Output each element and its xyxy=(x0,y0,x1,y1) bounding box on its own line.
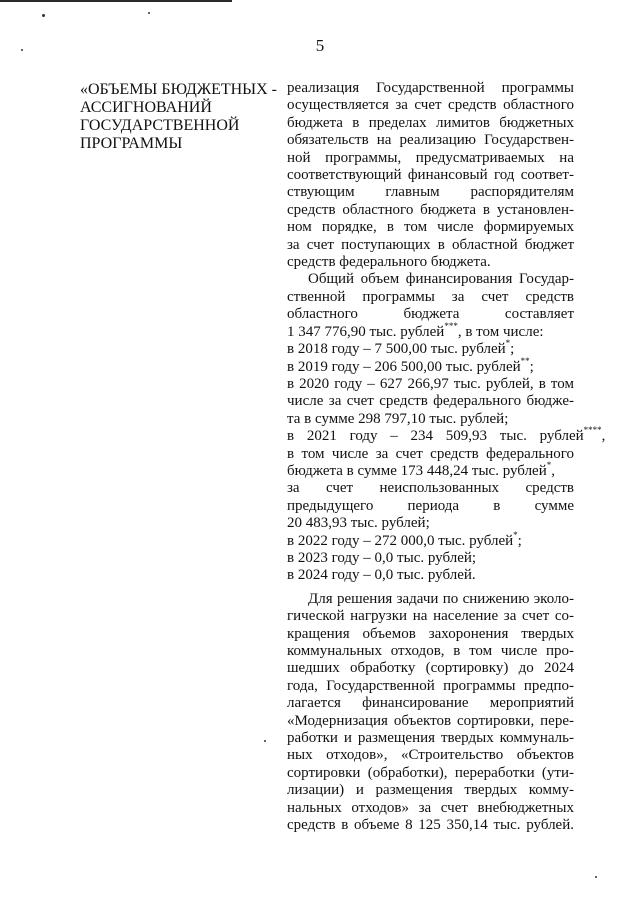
text-fragment: ; xyxy=(529,358,534,375)
scan-speck xyxy=(595,876,597,878)
text-line: числе за счет средств федерального бюдже- xyxy=(287,393,574,410)
text-fragment: ; xyxy=(510,341,515,358)
funding-2018-line xyxy=(287,338,574,358)
footnote-mark: * xyxy=(505,338,511,349)
text-line: областного бюджета составляет xyxy=(287,306,574,323)
page-number: 5 xyxy=(315,36,325,55)
scan-speck xyxy=(148,12,150,14)
text-fragment: , в том числе: xyxy=(457,323,544,340)
funding-2019-line xyxy=(287,355,574,376)
text-line: ном порядке, в том числе формируемых xyxy=(287,219,574,236)
paragraph-waste xyxy=(287,591,574,835)
text-line: осуществляется за счет средств областного xyxy=(287,97,574,114)
funding-2020-line: в 2020 году – 627 266,97 тыс. рублей, в том xyxy=(287,375,574,392)
funding-2018: в 2018 году – 7 500,00 тыс. рублей xyxy=(287,341,506,358)
text-line: реализация Государственной программы xyxy=(287,80,574,96)
text-line: соответствующий финансовый год соответ- xyxy=(287,167,574,184)
text-fragment: ; xyxy=(517,532,522,549)
text-line: шедших обработку (сортировку) до 2024 xyxy=(287,660,574,677)
text-line: та в сумме 298 797,10 тыс. рублей; xyxy=(287,410,509,427)
scan-speck xyxy=(42,14,45,17)
scan-speck xyxy=(264,740,266,742)
footnote-mark: *** xyxy=(444,320,458,331)
text-line: обязательств на реализацию Государствен- xyxy=(287,132,574,149)
text-line: года, Государственной программы предпо- xyxy=(287,677,574,694)
footnote-mark: ** xyxy=(520,355,530,366)
text-line: средств федерального бюджета. xyxy=(287,254,491,271)
text-line: за счет поступающих в областной бюджет xyxy=(287,236,574,253)
text-line: сортировки (обработки), переработки (ути- xyxy=(287,764,574,781)
text-line: средств областного бюджета в установлен- xyxy=(287,201,574,218)
paragraph-implementation xyxy=(287,80,574,271)
text-fragment: , xyxy=(601,428,606,445)
text-line: 20 483,93 тыс. рублей; xyxy=(287,515,430,532)
footnote-mark: * xyxy=(546,459,552,470)
funding-2021-line xyxy=(287,425,606,445)
funding-2023-line: в 2023 году – 0,0 тыс. рублей; xyxy=(287,549,477,566)
text-line xyxy=(287,459,574,480)
text-line: коммунальных отходов, в том числе про- xyxy=(287,643,574,659)
heading-line: ПРОГРАММЫ xyxy=(80,135,183,152)
paragraph-funding xyxy=(287,271,606,584)
section-heading xyxy=(80,81,290,153)
funding-2024-line: в 2024 году – 0,0 тыс. рублей. xyxy=(287,567,476,584)
text-line: работки и размещения твердых коммуналь- xyxy=(287,730,574,747)
section-content xyxy=(287,80,606,834)
scan-edge-line xyxy=(0,0,232,2)
heading-line: АССИГНОВАНИЙ xyxy=(80,99,212,116)
footnote-mark: * xyxy=(513,529,518,540)
text-line: за счет неиспользованных средств xyxy=(287,480,574,497)
text-line: лизации) и размещения твердых комму- xyxy=(287,782,574,799)
text-fragment: бюджета в сумме 173 448,24 тыс. рублей xyxy=(287,462,547,479)
text-line: средств в объеме 8 125 350,14 тыс. рублей. xyxy=(287,817,574,834)
text-line: ственной программы за счет средств xyxy=(287,288,574,305)
heading-line: ГОСУДАРСТВЕННОЙ xyxy=(80,117,240,134)
text-line: ствующим главным распорядителям xyxy=(287,184,574,201)
funding-total-line xyxy=(287,320,574,341)
text-line: в том числе за счет средств федерального xyxy=(287,445,574,462)
heading-line: «ОБЪЕМЫ БЮДЖЕТНЫХ - xyxy=(80,81,277,98)
text-line: Общий объем финансирования Государ- xyxy=(308,271,574,288)
text-line: ной программы, предусматриваемых на xyxy=(287,149,574,166)
text-line: гической нагрузки на население за счет со- xyxy=(287,608,574,625)
text-line: нальных отходов» за счет внебюджетных xyxy=(287,799,574,816)
text-fragment: , xyxy=(551,462,555,479)
text-line: бюджета в пределах лимитов бюджетных xyxy=(287,114,574,131)
text-line: ных отходов», «Строительство объектов xyxy=(287,747,574,764)
funding-total: 1 347 776,90 тыс. рублей xyxy=(287,323,445,340)
footnote-mark: **** xyxy=(583,425,602,436)
text-line: предыдущего периода в сумме xyxy=(287,497,574,514)
text-line: лагается финансирование мероприятий xyxy=(287,695,574,712)
text-line: «Модернизация объектов сортировки, пере- xyxy=(287,712,574,729)
text-line: кращения объемов захоронения твердых xyxy=(287,625,574,642)
text-line: Для решения задачи по снижению эколо- xyxy=(308,590,574,607)
funding-2022: в 2022 году – 272 000,0 тыс. рублей xyxy=(287,532,514,549)
funding-2019: в 2019 году – 206 500,00 тыс. рублей xyxy=(287,358,521,375)
funding-2021: в 2021 году – 234 509,93 тыс. рублей xyxy=(287,428,584,445)
funding-2022-line xyxy=(287,529,574,550)
